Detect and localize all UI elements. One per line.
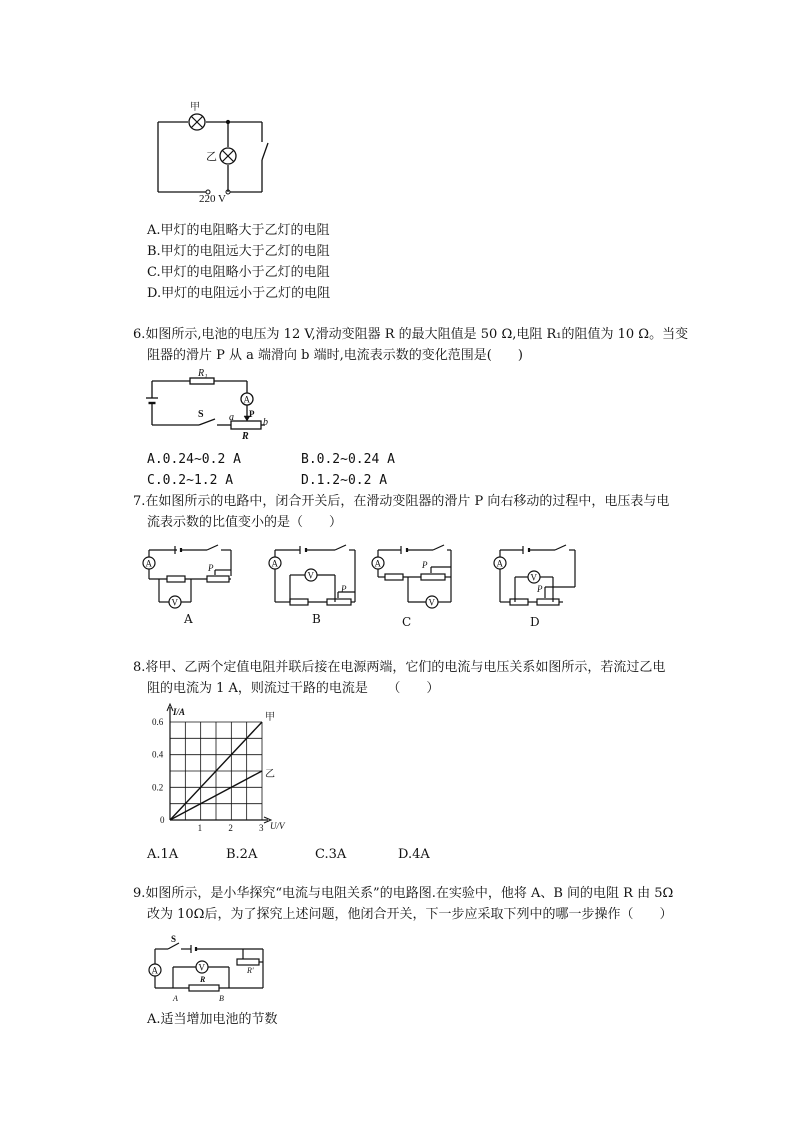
q7-stem-line1: 7.在如图所示的电路中，闭合开关后，在滑动变阻器的滑片 P 向右移动的过程中，电压表与电 [133,494,670,509]
q7-label-a: A [184,612,193,626]
q5-lamp-jia [189,114,205,130]
y-axis-label: I/A [173,707,186,717]
q8-option-d: D.4A [398,847,430,862]
q6-rheostat-r [231,421,261,429]
svg-text:V: V [198,962,205,973]
q9-option-a: A.适当增加电池的节数 [147,1012,278,1027]
svg-text:A: A [374,558,381,569]
q6-label-p: P [249,409,255,419]
q6-stem-line1: 6.如图所示,电池的电压为 12 V,滑动变阻器 R 的最大阻值是 50 Ω,电阻 R₁的阻值为 10 Ω。当变 [133,327,689,342]
svg-text:P: P [341,584,347,594]
x-tick-label: 3 [259,823,264,833]
y-tick-label: 0 [160,815,165,825]
q8-option-b: B.2A [226,847,258,862]
q9-rheostat [237,959,259,965]
svg-text:A: A [271,558,278,569]
q7-label-d: D [530,615,540,629]
q9-resistor-r [189,985,219,991]
q7-circuit-a [143,545,231,608]
x-tick-label: 2 [228,823,233,833]
svg-text:A: A [151,965,158,976]
svg-text:P: P [208,563,214,573]
q7-circuit-c [372,545,451,608]
q7-circuit-d [494,545,575,605]
svg-text:V: V [171,597,178,608]
legend-label-jia: 甲 [265,712,275,723]
q9-circuit-diagram [143,934,273,1007]
q5-circuit-diagram [150,100,280,210]
y-tick-label: 0.4 [152,749,164,760]
q6-stem-line2: 阻器的滑片 P 从 a 端滑向 b 端时,电流表示数的变化范围是( ) [147,348,523,363]
q9-label-s: S [171,934,177,944]
x-tick-label: 1 [197,823,203,833]
q7-label-b: B [312,612,321,626]
svg-text:P: P [422,560,428,570]
q6-battery [146,398,158,407]
q8-stem-line2: 阻的电流为 1 A，则流过干路的电流是 （ ） [147,681,440,696]
svg-text:A: A [496,558,503,569]
q7-stem-line2: 流表示数的比值变小的是（ ） [147,515,343,530]
q6-label-b: b [263,417,268,428]
q6-label-a: a [229,412,234,423]
q5-lamp-yi [220,148,236,164]
q8-option-c: C.3A [315,847,347,862]
q8-option-a: A.1A [147,847,179,862]
svg-text:V: V [530,572,537,583]
q5-option-d: D.甲灯的电阻远小于乙灯的电阻 [147,286,331,301]
q6-option-a: A.0.24~0.2 A [147,452,241,467]
q8-stem-line1: 8.将甲、乙两个定值电阻并联后接在电源两端，它们的电流与电压关系如图所示，若流过乙电 [133,660,666,675]
q5-label-jia: 甲 [190,102,200,113]
q6-label-s: S [198,409,204,420]
y-tick-label: 0.2 [152,782,164,793]
q9-label-r: R [200,975,206,984]
svg-text:A: A [145,558,152,569]
q8-iu-chart [140,703,300,838]
q6-option-c: C.0.2~1.2 A [147,473,234,488]
q9-stem-line1: 9.如图所示，是小华探究“电流与电阻关系”的电路图.在实验中，他将 A、B 间的电阻 R 由 5Ω [133,886,674,901]
x-axis-label: U/V [270,821,285,831]
q6-circuit-diagram [145,368,275,443]
q5-option-c: C.甲灯的电阻略小于乙灯的电阻 [147,265,330,280]
q9-label-pa: A [173,994,178,1003]
q5-switch [262,143,268,160]
svg-text:A: A [243,394,250,405]
q5-label-voltage: 220 V [199,193,226,205]
q7-circuit-diagrams [145,540,585,630]
svg-text:P: P [537,584,543,594]
q5-option-a: A.甲灯的电阻略大于乙灯的电阻 [147,223,330,238]
q5-label-yi: 乙 [206,151,217,163]
q9-stem-line2: 改为 10Ω后，为了探究上述问题，他闭合开关，下一步应采取下列中的哪一步操作（ ） [147,907,673,922]
q9-label-rp: R' [247,966,254,975]
q5-option-b: B.甲灯的电阻远大于乙灯的电阻 [147,244,330,259]
q6-ammeter [241,393,253,405]
legend-label-yi: 乙 [265,769,275,780]
q6-label-r1: R₁ [198,368,208,379]
q7-label-c: C [402,615,412,629]
q6-option-b: B.0.2~0.24 A [301,452,395,467]
q6-label-r: R [242,431,249,442]
svg-text:V: V [428,597,435,608]
y-tick-label: 0.6 [152,717,164,727]
q9-label-pb: B [219,994,224,1003]
svg-text:V: V [307,570,314,581]
q7-circuit-b [269,545,355,605]
q6-option-d: D.1.2~0.2 A [301,473,388,488]
